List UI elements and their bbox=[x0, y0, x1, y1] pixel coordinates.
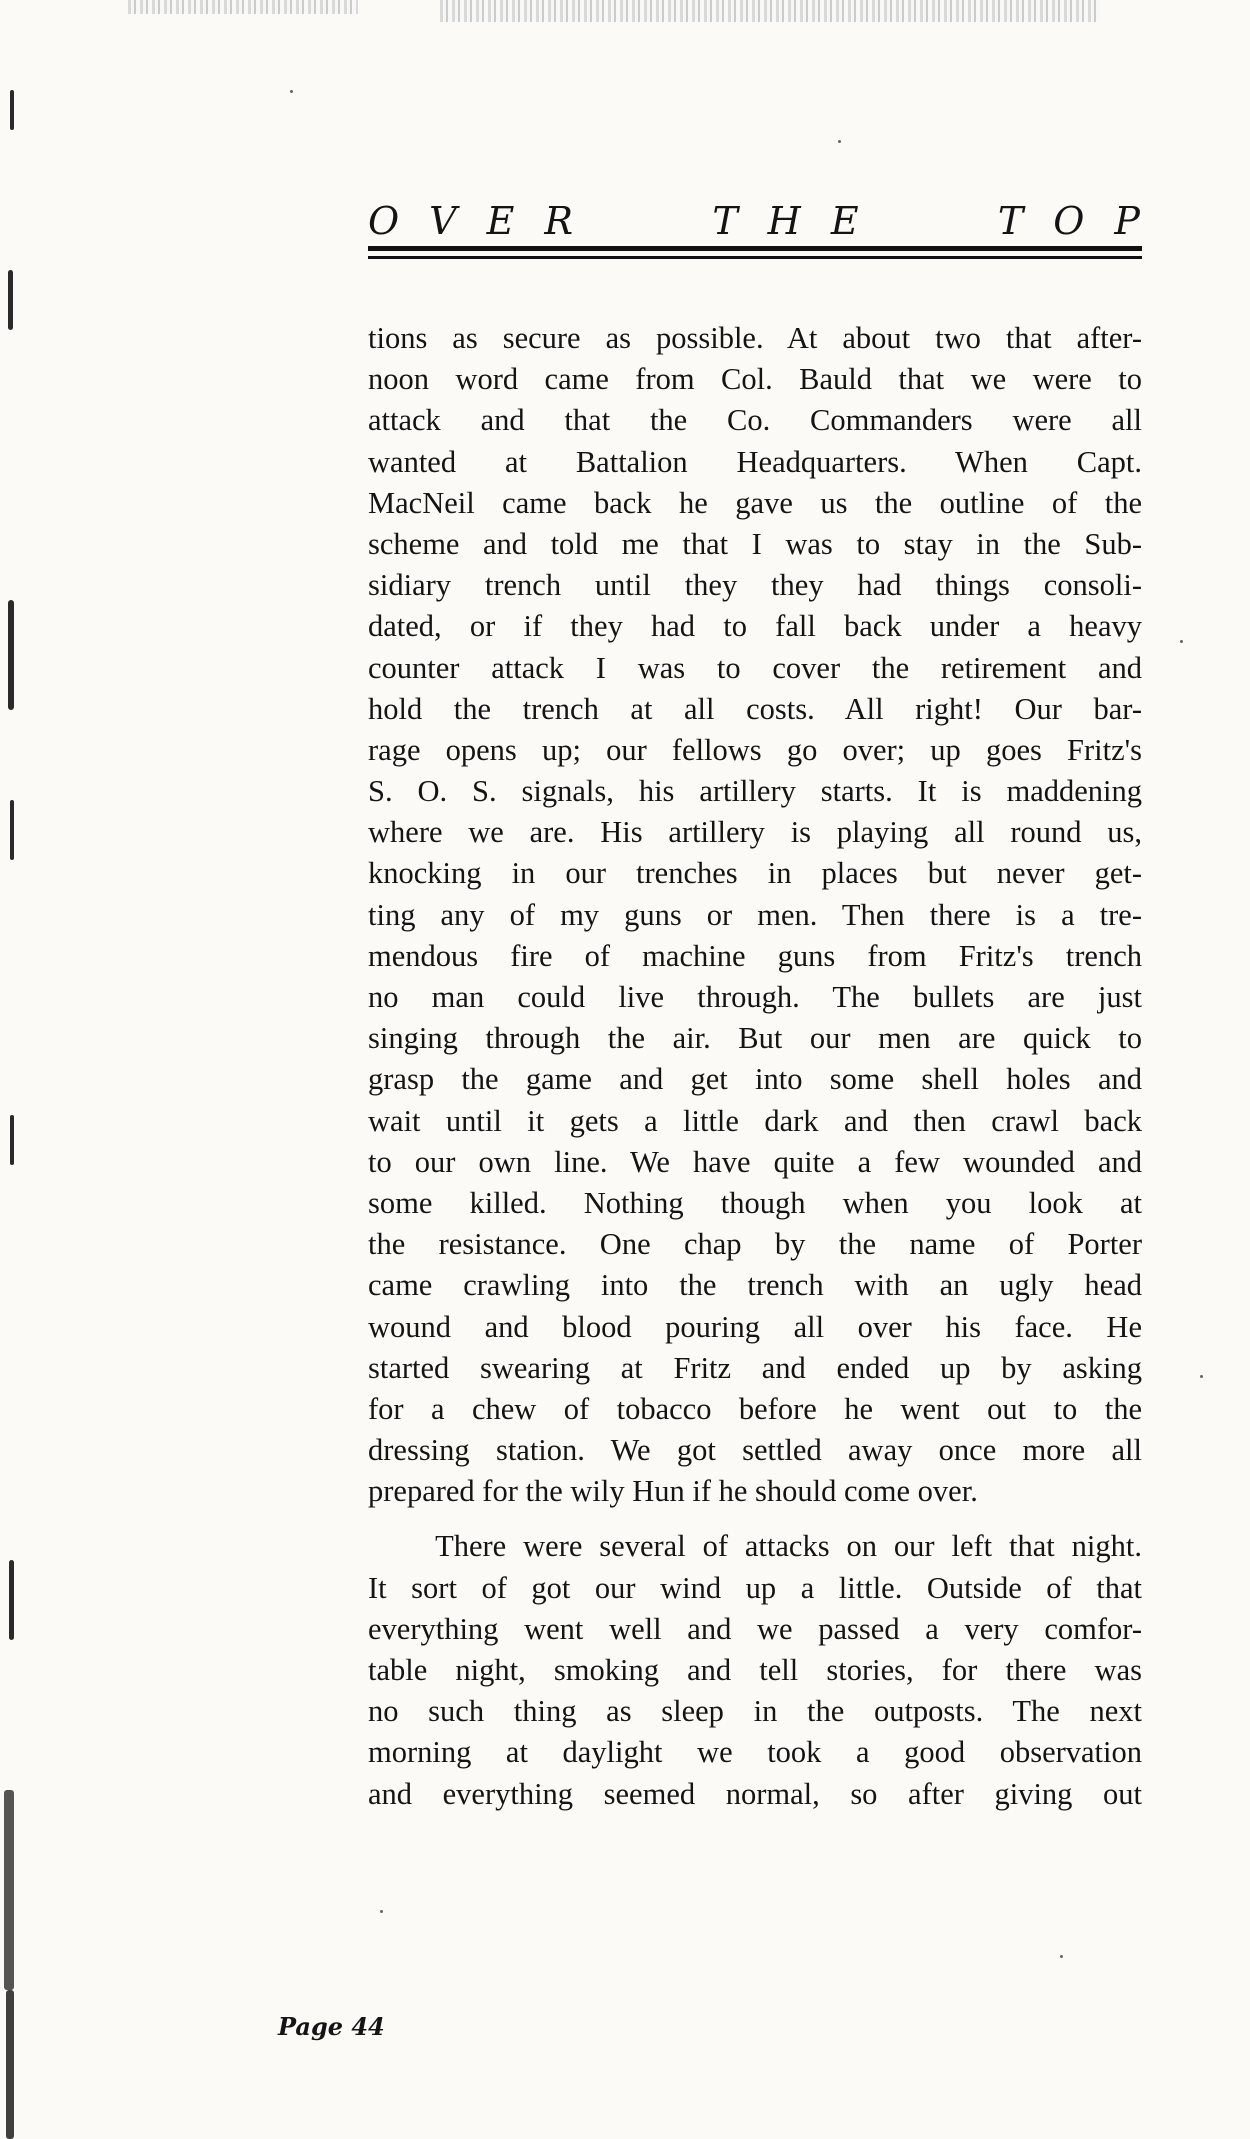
text-line: grasp the game and get into some shell holes and bbox=[368, 1062, 1142, 1097]
paragraph bbox=[368, 318, 1142, 1512]
text-line: where we are. His artillery is playing all round us, bbox=[368, 815, 1142, 850]
text-line: to our own line. We have quite a few wounded and bbox=[368, 1144, 1142, 1179]
running-head-letter: E bbox=[486, 199, 517, 243]
scan-artifact-edge bbox=[9, 1560, 14, 1640]
text-line: There were several of attacks on our left that night. bbox=[368, 1529, 1142, 1564]
paragraph-gap bbox=[368, 1512, 1142, 1526]
running-head-letter: E bbox=[830, 199, 861, 243]
running-head-letter: T bbox=[997, 199, 1026, 243]
scan-artifact-edge bbox=[4, 1790, 14, 1990]
text-line: the resistance. One chap by the name of Porter bbox=[368, 1227, 1142, 1262]
scan-speck bbox=[838, 140, 841, 143]
text-line: rage opens up; our fellows go over; up goes Fritz's bbox=[368, 732, 1142, 767]
body-text bbox=[368, 318, 1142, 1815]
text-line: hold the trench at all costs. All right! Our bar- bbox=[368, 691, 1142, 726]
scan-speck bbox=[1180, 640, 1183, 643]
running-head-letter: O bbox=[368, 199, 402, 243]
scan-artifact-top-right bbox=[440, 0, 1100, 22]
text-line: for a chew of tobacco before he went out to the bbox=[368, 1391, 1142, 1426]
text-line: attack and that the Co. Commanders were all bbox=[368, 403, 1142, 438]
text-line: started swearing at Fritz and ended up by asking bbox=[368, 1350, 1142, 1385]
text-line: no such thing as sleep in the outposts. The next bbox=[368, 1694, 1142, 1729]
scan-speck bbox=[1200, 1375, 1203, 1378]
text-line: counter attack I was to cover the retirement and bbox=[368, 650, 1142, 685]
running-head-letter: T bbox=[712, 199, 740, 243]
text-line: wanted at Battalion Headquarters. When Capt. bbox=[368, 444, 1142, 479]
text-line: mendous fire of machine guns from Fritz's trench bbox=[368, 938, 1142, 973]
text-line: everything went well and we passed a very comfor- bbox=[368, 1611, 1142, 1646]
text-line: MacNeil came back he gave us the outline of the bbox=[368, 485, 1142, 520]
scan-speck bbox=[380, 1910, 383, 1913]
text-line: morning at daylight we took a good observation bbox=[368, 1735, 1142, 1770]
scan-artifact-edge bbox=[8, 270, 13, 330]
text-line: singing through the air. But our men are quick to bbox=[368, 1021, 1142, 1056]
running-head-word bbox=[368, 199, 575, 243]
text-line: ting any of my guns or men. Then there is a tre- bbox=[368, 897, 1142, 932]
scan-artifact-edge bbox=[6, 1990, 14, 2139]
text-line: and everything seemed normal, so after giving out bbox=[368, 1776, 1142, 1811]
text-line: noon word came from Col. Bauld that we were to bbox=[368, 362, 1142, 397]
scan-artifact-edge bbox=[10, 800, 14, 860]
text-line: It sort of got our wind up a little. Outside of that bbox=[368, 1570, 1142, 1605]
header-rule-thin bbox=[368, 256, 1142, 259]
text-line: sidiary trench until they they had things consoli- bbox=[368, 568, 1142, 603]
text-line: prepared for the wily Hun if he should come over. bbox=[368, 1474, 978, 1509]
scan-artifact-edge bbox=[8, 600, 14, 710]
running-head-letter: V bbox=[429, 199, 459, 243]
text-line: knocking in our trenches in places but never get- bbox=[368, 856, 1142, 891]
text-line: some killed. Nothing though when you look at bbox=[368, 1185, 1142, 1220]
running-head bbox=[368, 195, 1142, 247]
running-head-letter: O bbox=[1053, 199, 1087, 243]
text-line: wait until it gets a little dark and then crawl back bbox=[368, 1103, 1142, 1138]
text-line: no man could live through. The bullets are just bbox=[368, 980, 1142, 1014]
text-line: scheme and told me that I was to stay in the Sub- bbox=[368, 526, 1142, 561]
paragraph bbox=[368, 1526, 1142, 1814]
scan-artifact-edge bbox=[10, 1115, 14, 1165]
running-head-letter: R bbox=[544, 199, 575, 243]
text-line: dressing station. We got settled away once more all bbox=[368, 1433, 1142, 1468]
scan-speck bbox=[1060, 1955, 1063, 1958]
scan-speck bbox=[290, 90, 293, 93]
text-line: dated, or if they had to fall back under a heavy bbox=[368, 609, 1142, 644]
scan-artifact-top-left bbox=[128, 0, 358, 14]
text-line: came crawling into the trench with an ugly head bbox=[368, 1268, 1142, 1303]
text-line: tions as secure as possible. At about two that after- bbox=[368, 321, 1142, 355]
page-number: Page 44 bbox=[278, 2012, 385, 2041]
text-line: S. O. S. signals, his artillery starts. It is maddening bbox=[368, 774, 1142, 809]
text-line: wound and blood pouring all over his face. He bbox=[368, 1309, 1142, 1344]
running-head-word bbox=[998, 199, 1142, 243]
running-head-letter: P bbox=[1114, 199, 1142, 243]
running-head-word bbox=[712, 199, 860, 243]
header-rule-thick bbox=[368, 246, 1142, 251]
scan-artifact-edge bbox=[10, 90, 14, 130]
text-line: table night, smoking and tell stories, for there was bbox=[368, 1653, 1142, 1687]
running-head-letter: H bbox=[767, 199, 803, 243]
